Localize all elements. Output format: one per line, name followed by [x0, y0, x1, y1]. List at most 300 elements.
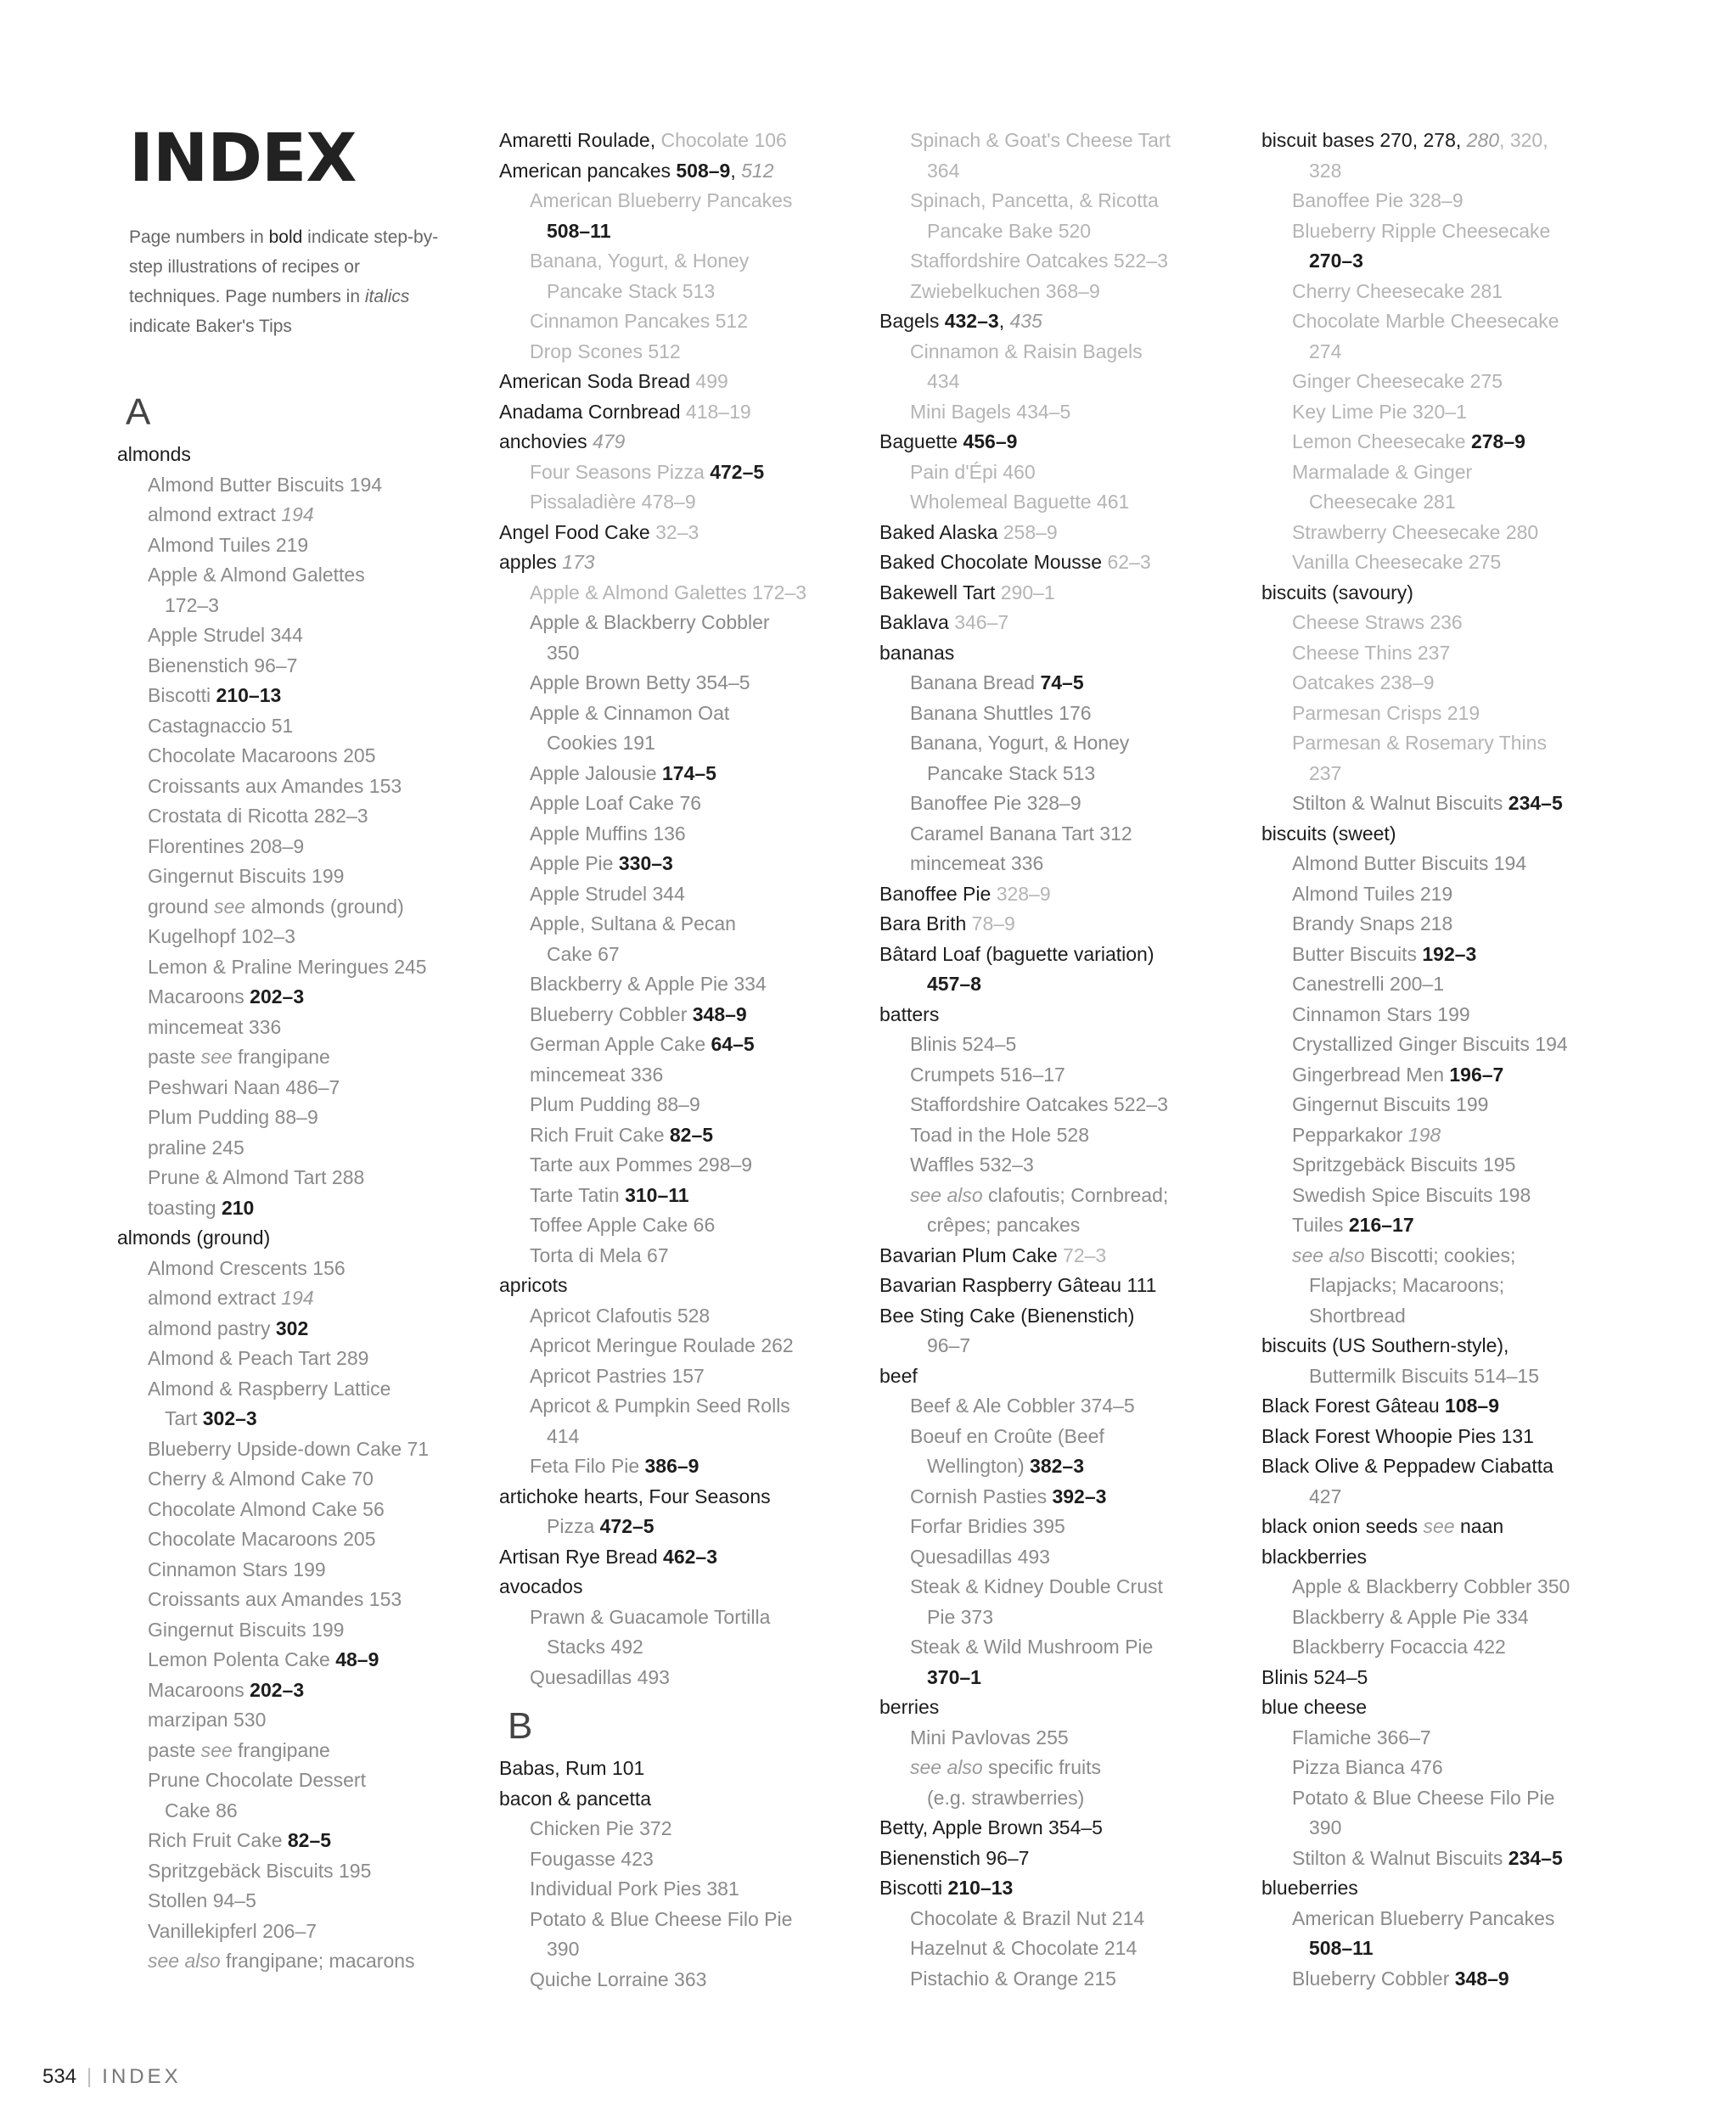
entry-text: Quiche Lorraine 363	[530, 1967, 707, 1990]
index-subentry	[499, 457, 890, 488]
entry-text: Pepparkakor	[1292, 1123, 1408, 1146]
entry-text-faint: Pissaladière 478–9	[530, 491, 696, 513]
entry-text: blackberries	[1261, 1545, 1367, 1568]
entry-text: Brandy Snaps 218	[1292, 912, 1453, 935]
entry-text: Anadama Cornbread	[499, 400, 686, 423]
page-ref-bold: 196–7	[1449, 1063, 1504, 1086]
index-heading	[879, 909, 1270, 940]
index-subentry	[499, 487, 890, 518]
index-subentry	[1261, 1060, 1652, 1091]
page-ref-bold: 202–3	[250, 1678, 305, 1701]
entry-text: Canestrelli 200–1	[1292, 973, 1445, 995]
index-continuation	[499, 728, 890, 759]
entry-text: Torta di Mela 67	[530, 1243, 669, 1266]
entry-text: Almond & Peach Tart 289	[148, 1347, 369, 1369]
index-heading: American pancakes 508–9, 512	[499, 159, 774, 182]
entry-text: Spritzgebäck Biscuits 195	[1292, 1154, 1516, 1176]
entry-text: Fougasse 423	[530, 1847, 654, 1870]
entry-text: Banana, Yogurt, & Honey	[910, 732, 1130, 754]
entry-text: Cake 67	[547, 942, 620, 965]
see-reference: see also	[910, 1756, 983, 1778]
entry-text: Gingernut Biscuits 199	[1292, 1093, 1489, 1115]
entry-text: Apple Strudel 344	[530, 882, 685, 905]
index-subentry	[117, 892, 508, 923]
entry-text: Quesadillas 493	[530, 1665, 670, 1688]
index-subentry	[1261, 849, 1652, 879]
index-subentry	[499, 849, 890, 879]
index-heading	[499, 126, 890, 156]
index-subentry	[499, 186, 890, 216]
entry-text-faint: Lemon Cheesecake	[1292, 430, 1471, 452]
index-subentry	[117, 470, 508, 501]
entry-text: biscuits (savoury)	[1261, 581, 1413, 603]
index-subentry	[499, 789, 890, 819]
page-ref-bold: 348–9	[1454, 1967, 1509, 1990]
index-subentry	[499, 699, 890, 729]
index-continuation	[499, 638, 890, 669]
index-subentry	[117, 530, 508, 561]
page-ref-bold: 278–9	[1470, 430, 1525, 452]
index-subentry	[1261, 608, 1652, 638]
reference-target: specific fruits	[982, 1756, 1101, 1778]
entry-text-faint: Four Seasons Pizza	[530, 460, 711, 483]
entry-text: Biscotti	[879, 1877, 948, 1899]
index-continuation	[879, 1331, 1270, 1361]
index-subentry	[117, 1103, 508, 1133]
see-reference: see	[200, 1738, 233, 1761]
index-heading	[1261, 1512, 1652, 1542]
entry-text: Artisan Rye Bread	[499, 1545, 664, 1568]
entry-text: 96–7	[927, 1334, 971, 1356]
page-ref-bold: 462–3	[663, 1545, 717, 1568]
index-continuation	[879, 367, 1270, 397]
entry-text-faint: Pain d'Épi 460	[910, 460, 1036, 483]
entry-text-faint: 274	[1309, 340, 1342, 362]
index-subentry	[1261, 1030, 1652, 1060]
index-column-1	[117, 121, 508, 1977]
index-subentry	[879, 186, 1270, 216]
page-ref-bold: 386–9	[644, 1455, 699, 1477]
entry-text: Blackberry & Apple Pie 334	[1292, 1605, 1529, 1628]
entry-text-faint: Zwiebelkuchen 368–9	[910, 279, 1100, 302]
index-continuation	[499, 1632, 890, 1663]
entry-text-faint: 328	[1309, 159, 1342, 182]
entry-text: Cinnamon Stars 199	[148, 1558, 326, 1580]
column-entries	[117, 391, 508, 1977]
entry-text-faint: 237	[1309, 761, 1342, 784]
index-heading	[879, 1692, 1270, 1723]
entry-text: paste	[148, 1046, 201, 1068]
entry-text: Stilton & Walnut Biscuits	[1292, 1846, 1508, 1869]
entry-text: Flamiche 366–7	[1292, 1726, 1431, 1749]
page-ref-bold: 508–11	[1309, 1937, 1374, 1959]
entry-text: American Blueberry Pancakes	[1292, 1906, 1555, 1929]
index-subentry	[117, 801, 508, 832]
entry-text: Almond Tuiles 219	[1292, 882, 1453, 905]
index-subentry	[879, 1422, 1270, 1452]
index-heading: Bagels 432–3, 435	[879, 310, 1042, 332]
entry-text: Croissants aux Amandes 153	[148, 774, 402, 797]
index-subentry	[1261, 909, 1652, 940]
entry-text: Baked Chocolate Mousse	[879, 551, 1108, 573]
entry-text: Apple Loaf Cake 76	[530, 792, 702, 814]
entry-text: Tarte Tatin	[530, 1183, 626, 1206]
index-heading	[499, 427, 890, 457]
entry-text: Bienenstich 96–7	[148, 654, 298, 676]
index-subentry	[879, 699, 1270, 729]
index-subentry	[499, 668, 890, 699]
entry-text: Almond & Raspberry Lattice	[148, 1377, 391, 1400]
index-continuation	[1261, 759, 1652, 789]
reference-target: almonds (ground)	[245, 895, 404, 918]
index-subentry	[1261, 277, 1652, 307]
index-subentry	[499, 1965, 890, 1996]
index-continuation	[1261, 337, 1652, 368]
entry-text: Cornish Pasties	[910, 1485, 1053, 1507]
index-continuation	[499, 1512, 890, 1542]
entry-text-faint: Cinnamon Pancakes 512	[530, 310, 748, 332]
entry-text: blue cheese	[1261, 1696, 1368, 1718]
entry-text: Apple & Blackberry Cobbler	[530, 611, 770, 633]
index-subentry	[879, 1482, 1270, 1513]
index-heading	[499, 547, 890, 578]
entry-text: apples	[499, 551, 563, 573]
index-subentry	[1261, 1120, 1652, 1151]
entry-text: Pizza	[547, 1515, 600, 1537]
index-continuation	[499, 1422, 890, 1452]
index-subentry	[1261, 367, 1652, 397]
entry-text: 390	[1309, 1816, 1342, 1838]
index-heading	[499, 397, 890, 428]
index-subentry	[117, 1676, 508, 1706]
index-subentry	[879, 789, 1270, 819]
entry-text: Apricot Clafoutis 528	[530, 1304, 711, 1327]
entry-text: Bavarian Raspberry Gâteau 111	[879, 1274, 1157, 1296]
entry-text: Banana Shuttles 176	[910, 701, 1092, 724]
index-heading	[499, 1542, 890, 1573]
entry-text-faint: Strawberry Cheesecake 280	[1292, 520, 1539, 543]
index-subentry	[117, 1736, 508, 1766]
page-ref-bold: 234–5	[1508, 792, 1563, 814]
index-subentry	[499, 1060, 890, 1091]
index-subentry	[499, 1663, 890, 1693]
index-heading	[1261, 1542, 1652, 1573]
entry-text-faint: Staffordshire Oatcakes 522–3	[910, 250, 1168, 272]
footer-separator: |	[87, 2065, 93, 2088]
index-heading	[499, 1572, 890, 1603]
index-subentry	[1261, 397, 1652, 428]
entry-text: Biscotti	[148, 684, 216, 706]
index-subentry	[1261, 1150, 1652, 1181]
index-subentry	[1261, 1181, 1652, 1211]
entry-text: Almond Butter Biscuits 194	[1292, 852, 1527, 874]
entry-text: Toffee Apple Cake 66	[530, 1214, 716, 1236]
page-ref-italic: 435	[1009, 310, 1042, 332]
index-continuation	[499, 216, 890, 247]
entry-text: Apple Jalousie	[530, 761, 662, 784]
entry-text: Bâtard Loaf (baguette variation)	[879, 942, 1155, 965]
index-subentry	[117, 711, 508, 742]
index-subentry	[117, 1193, 508, 1224]
entry-text: Cinnamon Stars 199	[1292, 1002, 1470, 1025]
entry-text: bacon & pancetta	[499, 1787, 652, 1810]
index-subentry	[879, 1723, 1270, 1754]
entry-text: Black Forest Gâteau	[1261, 1395, 1446, 1417]
section-letter: B	[508, 1705, 533, 1747]
entry-text: beef	[879, 1364, 918, 1387]
index-subentry	[499, 337, 890, 368]
entry-text: apricots	[499, 1274, 568, 1296]
entry-text: Baklava	[879, 611, 955, 633]
entry-text: Black Forest Whoopie Pies 131	[1261, 1424, 1534, 1447]
entry-text: Pie 373	[927, 1605, 994, 1628]
column-entries	[1261, 126, 1652, 1994]
index-subentry	[1261, 1904, 1652, 1934]
index-subentry	[1261, 668, 1652, 699]
page-ref-bold: 508–11	[547, 219, 611, 242]
entry-text: artichoke hearts, Four Seasons	[499, 1485, 771, 1507]
entry-text: biscuits (US Southern-style),	[1261, 1334, 1509, 1356]
index-heading	[117, 440, 508, 470]
index-subentry	[1261, 518, 1652, 548]
index-subentry	[879, 337, 1270, 368]
entry-text: 350	[547, 641, 580, 664]
page-ref-bold: 82–5	[287, 1829, 332, 1851]
page-ref-italic: 280	[1466, 129, 1500, 151]
index-continuation	[1261, 1361, 1652, 1392]
entry-text: Bienenstich 96–7	[879, 1846, 1030, 1869]
index-subentry	[879, 1964, 1270, 1995]
index-subentry	[879, 1572, 1270, 1603]
index-heading	[1261, 1422, 1652, 1452]
index-continuation	[1261, 1301, 1652, 1332]
entry-text: mincemeat 336	[530, 1063, 664, 1086]
entry-text: Tart	[165, 1407, 203, 1429]
entry-text: almond extract	[148, 503, 282, 525]
index-subentry	[1261, 1632, 1652, 1663]
entry-text-faint: Cherry Cheesecake 281	[1292, 279, 1503, 302]
index-subentry	[1261, 1723, 1652, 1754]
entry-text: marzipan 530	[148, 1709, 267, 1731]
entry-text: almonds	[117, 443, 191, 465]
entry-text: Vanillekipferl 206–7	[148, 1919, 317, 1942]
entry-text: 172–3	[165, 593, 219, 616]
index-subentry	[499, 1120, 890, 1151]
entry-text: Steak & Wild Mushroom Pie	[910, 1636, 1154, 1658]
page-ref-bold: 370–1	[927, 1665, 981, 1688]
entry-text: Macaroons	[148, 985, 250, 1008]
index-heading	[1261, 1663, 1652, 1693]
reference-target: frangipane	[232, 1738, 330, 1761]
index-subentry	[117, 1555, 508, 1586]
index-subentry	[879, 1542, 1270, 1573]
entry-text: Florentines 208–9	[148, 834, 305, 857]
index-subentry	[117, 1073, 508, 1103]
entry-text-faint: Parmesan Crisps 219	[1292, 701, 1480, 724]
index-subentry	[879, 1150, 1270, 1181]
page-ref-bold: 210–13	[216, 684, 282, 706]
page-ref-bold: 210	[221, 1196, 255, 1219]
index-continuation	[879, 1210, 1270, 1241]
entry-text: biscuit bases 270, 278,	[1261, 129, 1467, 151]
entry-text: Plum Pudding 88–9	[148, 1106, 318, 1128]
index-subentry	[879, 668, 1270, 699]
index-subentry	[1261, 789, 1652, 819]
entry-text: American pancakes	[499, 159, 677, 182]
entry-text-faint: Marmalade & Ginger	[1292, 460, 1473, 483]
index-subentry	[1261, 427, 1652, 457]
index-continuation	[879, 1451, 1270, 1482]
entry-text: Banoffee Pie 328–9	[910, 792, 1081, 814]
index-subentry	[499, 1181, 890, 1211]
page-ref-bold: 472–5	[710, 460, 765, 483]
index-subentry	[1261, 969, 1652, 1000]
index-subentry	[117, 620, 508, 651]
entry-text: Amaretti Roulade,	[499, 129, 661, 151]
index-subentry	[879, 1090, 1270, 1120]
entry-text-faint: Cheese Straws 236	[1292, 611, 1463, 633]
entry-text: Steak & Kidney Double Crust	[910, 1575, 1163, 1597]
index-subentry	[1261, 1090, 1652, 1120]
index-continuation	[879, 1663, 1270, 1693]
index-subentry	[499, 1331, 890, 1361]
entry-text: batters	[879, 1002, 940, 1025]
page-ref-bold: 330–3	[618, 852, 673, 874]
index-continuation	[1261, 246, 1652, 277]
entry-text-faint: 72–3	[1063, 1243, 1107, 1266]
index-heading	[499, 518, 890, 548]
entry-text: Forfar Bridies 395	[910, 1515, 1065, 1537]
entry-text: Cherry & Almond Cake 70	[148, 1468, 374, 1490]
index-subentry	[499, 1451, 890, 1482]
entry-text: Croissants aux Amandes 153	[148, 1588, 402, 1610]
see-reference: see also	[148, 1950, 221, 1972]
index-subentry	[879, 397, 1270, 428]
entry-text: Apple, Sultana & Pecan	[530, 912, 736, 935]
index-heading	[499, 1754, 890, 1784]
entry-text: Almond Butter Biscuits 194	[148, 473, 383, 496]
see-reference: see	[1423, 1515, 1455, 1537]
index-subentry	[499, 578, 890, 609]
index-subentry	[499, 1603, 890, 1633]
entry-text: Blueberry Cobbler	[530, 1002, 693, 1025]
index-subentry	[879, 1753, 1270, 1783]
index-subentry	[117, 922, 508, 952]
page-ref-bold: 174–5	[662, 761, 716, 784]
index-subentry	[879, 1391, 1270, 1422]
index-column-2	[499, 126, 890, 1995]
entry-text: praline 245	[148, 1136, 244, 1159]
index-subentry	[499, 969, 890, 1000]
entry-text: Gingernut Biscuits 199	[148, 1618, 345, 1641]
entry-text: Kugelhopf 102–3	[148, 925, 295, 947]
entry-text-faint: 418–19	[685, 400, 751, 423]
entry-text: Quesadillas 493	[910, 1545, 1050, 1568]
index-subentry	[117, 1826, 508, 1856]
entry-text: Almond Crescents 156	[148, 1256, 346, 1279]
index-subentry	[499, 246, 890, 277]
entry-text-faint: 499	[695, 370, 728, 392]
index-subentry	[879, 277, 1270, 307]
entry-text-faint: Chocolate 106	[660, 129, 787, 151]
entry-text: Peshwari Naan 486–7	[148, 1075, 340, 1098]
index-heading	[879, 638, 1270, 669]
index-subentry	[1261, 306, 1652, 337]
index-heading	[879, 578, 1270, 609]
page-ref-bold: 382–3	[1030, 1455, 1084, 1477]
index-heading	[879, 1361, 1270, 1392]
index-continuation	[879, 156, 1270, 187]
entry-text: Pizza Bianca 476	[1292, 1756, 1443, 1778]
entry-text: Spritzgebäck Biscuits 195	[148, 1859, 372, 1882]
entry-text: Crostata di Ricotta 282–3	[148, 805, 368, 827]
entry-text-faint: Blueberry Ripple Cheesecake	[1292, 219, 1551, 242]
page-ref-bold: 392–3	[1052, 1485, 1107, 1507]
index-continuation	[1261, 156, 1652, 187]
entry-text-faint: Cinnamon & Raisin Bagels	[910, 340, 1143, 362]
index-heading	[1261, 126, 1652, 156]
entry-text: Toad in the Hole 528	[910, 1123, 1089, 1146]
see-reference: see	[214, 895, 246, 918]
index-subentry	[117, 1314, 508, 1344]
page-ref-bold: 234–5	[1508, 1846, 1563, 1869]
entry-text: anchovies	[499, 430, 593, 452]
entry-text: Apricot & Pumpkin Seed Rolls	[530, 1395, 790, 1417]
index-heading	[1261, 1692, 1652, 1723]
index-heading	[1261, 1451, 1652, 1482]
index-heading	[1261, 819, 1652, 850]
entry-text: Apricot Meringue Roulade 262	[530, 1334, 794, 1356]
index-subentry	[879, 819, 1270, 850]
reference-target: Biscotti; cookies;	[1364, 1243, 1516, 1266]
index-subentry	[879, 1120, 1270, 1151]
entry-text-faint: Banoffee Pie 328–9	[1292, 189, 1464, 211]
entry-text: bananas	[879, 641, 955, 664]
index-column-3	[879, 126, 1270, 1994]
entry-text: Bakewell Tart	[879, 581, 1001, 603]
entry-text: Blueberry Upside-down Cake 71	[148, 1437, 430, 1460]
index-subentry	[879, 1181, 1270, 1211]
entry-text: 427	[1309, 1485, 1342, 1507]
entry-text: German Apple Cake	[530, 1033, 711, 1055]
index-subentry	[499, 1150, 890, 1181]
page-ref-bold: 108–9	[1445, 1395, 1500, 1417]
index-heading	[879, 1271, 1270, 1301]
entry-text: Apple & Almond Galettes	[148, 564, 365, 586]
index-continuation	[1261, 1934, 1652, 1964]
index-subentry	[117, 1283, 508, 1314]
index-subentry	[499, 1000, 890, 1030]
page-ref-bold: 302–3	[202, 1407, 257, 1429]
entry-text: Bee Sting Cake (Bienenstich)	[879, 1304, 1135, 1327]
index-subentry	[499, 819, 890, 850]
index-continuation	[879, 216, 1270, 247]
index-subentry	[117, 1856, 508, 1887]
entry-text-faint: 290–1	[1000, 581, 1055, 603]
entry-text: Almond Tuiles 219	[148, 533, 309, 556]
entry-text: Chicken Pie 372	[530, 1817, 672, 1839]
entry-text: Boeuf en Croûte (Beef	[910, 1424, 1104, 1447]
page-ref-italic: 194	[281, 1287, 314, 1309]
index-subentry	[117, 1013, 508, 1043]
entry-text: Stilton & Walnut Biscuits	[1292, 792, 1508, 814]
index-subentry	[499, 1874, 890, 1905]
entry-text-faint: American Blueberry Pancakes	[530, 189, 793, 211]
index-subentry	[1261, 1572, 1652, 1603]
index-continuation	[117, 591, 508, 621]
index-intro-note: Page numbers in bold indicate step-by-step illustrations of recipes or techniques. Page numbers in italics indicate Baker's Tips	[129, 227, 439, 336]
index-heading	[879, 1873, 1270, 1904]
